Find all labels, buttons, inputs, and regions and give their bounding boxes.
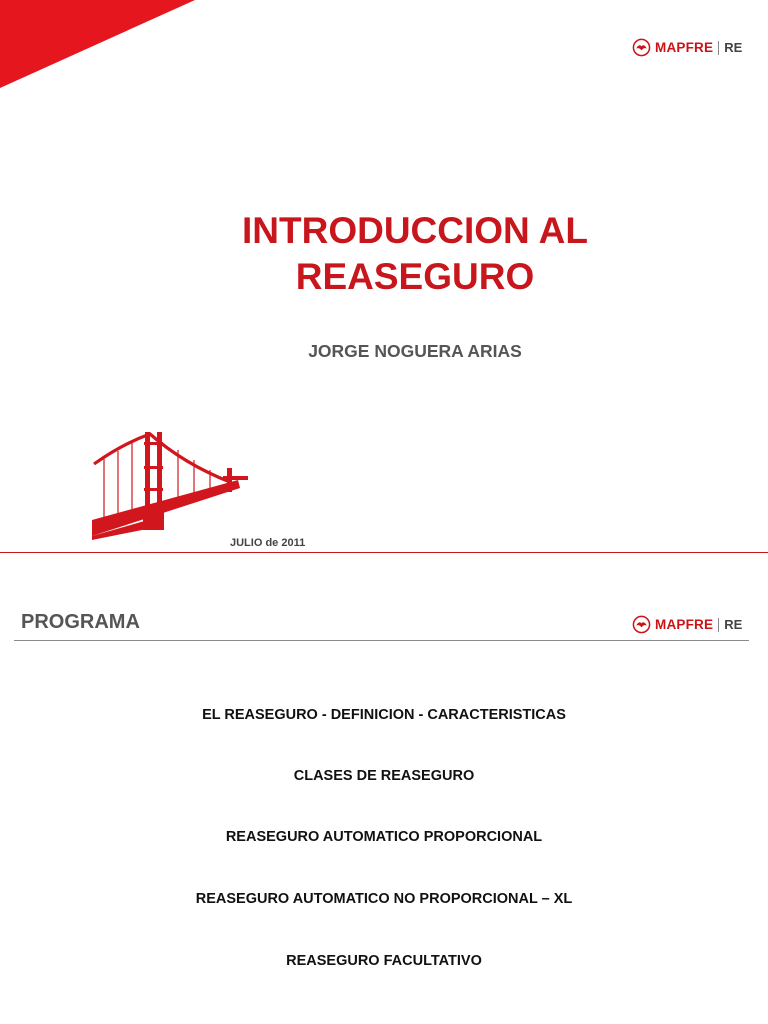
slide-divider [0, 552, 768, 553]
agenda-item: REASEGURO AUTOMATICO NO PROPORCIONAL – XL [195, 891, 573, 907]
title-line-1: INTRODUCCION AL [242, 210, 588, 251]
agenda-item: EL REASEGURO - DEFINICION - CARACTERISTICAS [202, 707, 566, 723]
agenda-heading: PROGRAMA [21, 611, 140, 633]
agenda-item: REASEGURO AUTOMATICO PROPORCIONAL [225, 829, 543, 845]
logo-separator [718, 41, 719, 55]
mapfre-re-logo [632, 38, 742, 57]
agenda-list [0, 556, 768, 1024]
corner-triangle-decoration [0, 0, 195, 88]
brand-suffix: RE [724, 40, 743, 55]
brand-name: MAPFRE [655, 40, 714, 55]
title-line-2: REASEGURO [295, 256, 535, 297]
agenda-slide [0, 556, 768, 1024]
brand-suffix: RE [724, 617, 743, 632]
agenda-item: CLASES DE REASEGURO [293, 768, 475, 784]
author-name: JORGE NOGUERA ARIAS [308, 341, 522, 361]
agenda-item: REASEGURO FACULTATIVO [286, 953, 482, 969]
bridge-icon [92, 428, 252, 543]
presentation-date: JULIO de 2011 [230, 537, 306, 549]
brand-name: MAPFRE [655, 617, 714, 632]
presentation-title [0, 208, 768, 300]
mapfre-emblem-icon [632, 38, 651, 57]
